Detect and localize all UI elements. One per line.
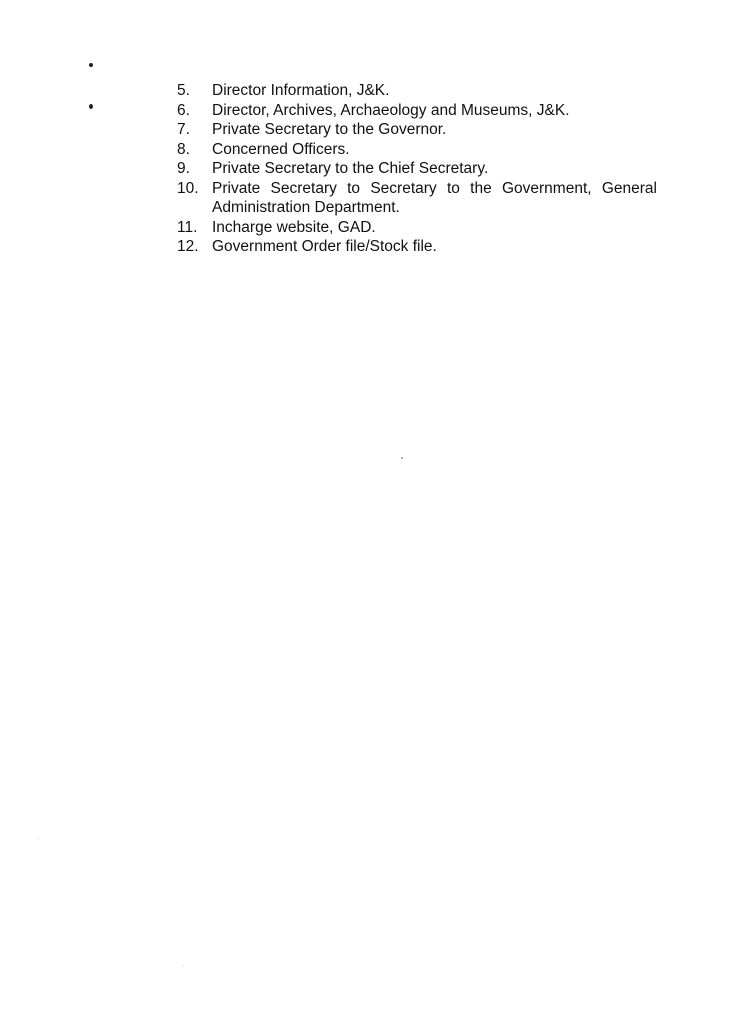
item-number: 12. (177, 238, 199, 255)
distribution-list (177, 81, 657, 257)
item-number: 8. (177, 140, 190, 158)
item-text: Government Order file/Stock file. (212, 238, 437, 255)
scan-speck (38, 838, 39, 839)
item-number: 10. (177, 179, 199, 197)
scan-speck (401, 457, 403, 459)
scan-speck (183, 965, 184, 966)
item-text: Private Secretary to the Chief Secretary. (212, 160, 489, 177)
item-number: 11. (177, 218, 198, 236)
item-number: 5. (177, 82, 190, 99)
list-item (177, 140, 657, 160)
item-text: Director Information, J&K. (212, 82, 390, 99)
item-text: Director, Archives, Archaeology and Museums, J&K. (212, 101, 570, 119)
list-item (177, 159, 657, 179)
scan-speck (89, 63, 93, 67)
item-text: Private Secretary to Secretary to the Government, General Administration Department. (212, 179, 657, 216)
scan-speck (89, 104, 93, 109)
list-item (177, 81, 657, 101)
item-text: Concerned Officers. (212, 140, 350, 158)
item-number: 7. (177, 121, 190, 138)
list-item (177, 237, 657, 257)
list-item (177, 179, 657, 218)
item-text: Private Secretary to the Governor. (212, 121, 447, 138)
item-number: 9. (177, 160, 190, 177)
item-number: 6. (177, 101, 190, 119)
list-item (177, 218, 657, 238)
list-item (177, 101, 657, 121)
list-item (177, 120, 657, 140)
item-text: Incharge website, GAD. (212, 218, 376, 236)
